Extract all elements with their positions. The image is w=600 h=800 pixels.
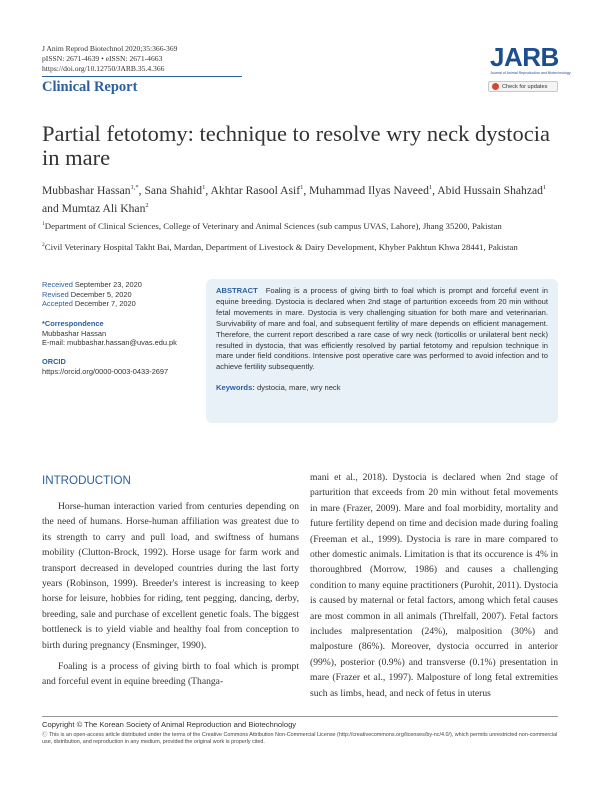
correspondence-name: Mubbashar Hassan [42,328,107,338]
author: Mubbashar Hassan$^{1,*}$ [42,183,139,197]
correspondence-block [42,319,177,348]
affiliation-2: $^2$Civil Veterinary Hospital Takht Bai, Mardan, Department of Livestock & Dairy Development, Khyber Pakhtun Khwa 28441, Pakistan [42,241,518,252]
abstract-label: ABSTRACT [216,286,258,295]
correspondence-heading: *Correspondence [42,319,104,328]
author: Abid Hussain Shahzad$^1$ [437,183,547,197]
keywords-value: dystocia, mare, wry neck [256,383,341,393]
abstract-text: ABSTRACT Foaling is a process of giving birth to foal which is prompt and forceful event in equine breeding. Dystocia is declared when 2nd stage of parturition exceeds from 20 min without fetal movements in mare. Dystocia is very challenging situation for both mare and veterinarian. Survivability of mare and foal, and subsequent fertility of mare depends on efficient management. Therefore, the current report described a rare case of wry neck (torticollis or unilateral bent neck) resulted in dystocia, that was efficiently resolved by partial fetotomy and repulsion technique in mare under field conditions. Intensive post operative care was performed to avoid infection and to achieve fertility subsequently. [216,286,548,372]
journal-citation: J Anim Reprod Biotechnol 2020;35:366-369 [42,44,178,53]
body-column-right [310,470,558,701]
journal-citation-block [42,44,177,75]
journal-logo [490,42,571,76]
body-paragraph: Horse-human interaction varied from centuries depending on the need of humans. Horse-human affiliation was greatest due to its strength to carry and pull load, and swiftness of humans mobility (Clutton-Brock, 1992). Horse usage for farm work and transport decreased in developed countries during the last forty years (Robinson, 1999). Breeder's interest is increasing to keep horse for leisure, hobbies for riding, tent pegging, dancing, derby, breeding, sale and purchase of excellent genetic foals. The biggest bottleneck is to yield viable and healthy foal from conception to birth during pregnancy (Ensminger, 1990). [42,501,299,651]
journal-logo-text: JARB [490,42,559,72]
correspondence-email[interactable]: E-mail: mubbashar.hassan@uvas.edu.pk [42,338,177,348]
orcid-link[interactable]: https://orcid.org/0000-0003-0433-2697 [42,366,169,376]
section-heading-introduction: INTRODUCTION [42,474,131,487]
body-column-left [42,499,299,690]
journal-logo-subtitle: Journal of Animal Reproduction and Biotechnology [490,71,571,75]
article-type: Clinical Report [42,79,138,95]
affiliation-1: $^1$Department of Clinical Sciences, College of Veterinary and Animal Sciences (sub campus UVAS, Lahore), Jhang 35200, Pakistan [42,220,502,231]
author: Muhammad Ilyas Naveed$^1$ [309,183,433,197]
copyright-notice: Copyright © The Korean Society of Animal Reproduction and Biotechnology [42,720,297,729]
revised-date: Revised December 5, 2020 [42,289,132,299]
check-for-updates-button[interactable] [488,81,558,92]
orcid-heading: ORCID [42,357,66,366]
journal-issn: pISSN: 2671-4639 • eISSN: 2671-4663 [42,54,163,64]
keywords [216,383,548,394]
footer-divider [42,716,558,717]
check-updates-label: Check for updates [502,83,548,90]
author: Mumtaz Ali Khan$^2$ [61,201,149,215]
author: Akhtar Rasool Asif$^1$ [210,183,304,197]
orcid-block [42,357,168,376]
cc-icon: Ⓒ [42,732,48,738]
body-paragraph: mani et al., 2018). Dystocia is declared when 2nd stage of parturition that exceeds from 20 min without fetal movements in mare (Frazer, 2009). Mare and foal morbidity, mortality and future fertility depend on time and decision made during foaling (Freeman et al., 1999). Dystocia is rare in mare compared to other domestic animals. Limitation is that its occurence is 4% in thoroughbred (Morrow, 1986) and causes a challenging condition to many equine practitioners (Purohit, 2011). Dystocia is caused by maternal or fetal factors, among which fetal causes are most common in all animals (Threlfall, 2007). Fetal factors includes malpresentation (24%), malposition (30%) and malposture (86%). Moreover, dystocia occurred in anterior (99%), posterior (0.9%) and transverse (0.1%) presentation in mare (Frazer et al., 1997). Malposture of long fetal extremities such as limbs, head, and neck of fetus in uterus [310,472,558,699]
accepted-date: Accepted December 7, 2020 [42,299,136,309]
received-date: Received September 23, 2020 [42,280,142,289]
journal-doi[interactable]: https://doi.org/10.12750/JARB.35.4.366 [42,64,165,74]
check-updates-icon [492,83,499,90]
article-dates [42,280,142,309]
license-notice: Ⓒ This is an open-access article distributed under the terms of the Creative Commons Attribution Non-Commercial License (http://creativecommons.org/licenses/by-nc/4.0/), which permits unrestricted non-commercial use, distribution, and reproduction in any medium, provided the original work is properly cited. [42,732,558,746]
body-paragraph: Foaling is a process of giving birth to foal which is prompt and forceful event in equine breeding (Thanga- [42,661,299,688]
author-list: Mubbashar Hassan$^{1,*}$, Sana Shahid$^1$, Akhtar Rasool Asif$^1$, Muhammad Ilyas Naveed$^1$, Abid Hussain Shahzad$^1$ and Mumtaz Ali Khan$^2$ [42,183,547,215]
header-divider [42,76,242,77]
article-title: Partial fetotomy: technique to resolve wry neck dystocia in mare [42,121,550,170]
author: Sana Shahid$^1$ [144,183,206,197]
keywords-label: Keywords: [216,383,255,393]
abstract-box [206,279,558,423]
